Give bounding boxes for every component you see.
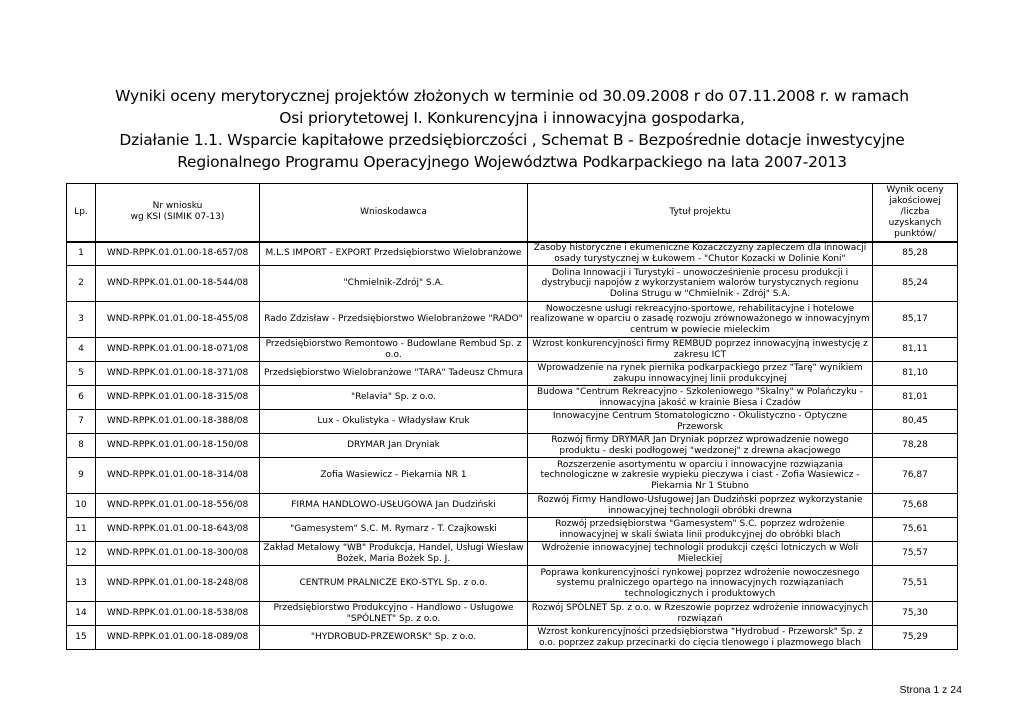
cell-application-number: WND-RPPK.01.01.00-18-089/08 [96,626,260,650]
cell-project-title: Rozwój firmy DRYMAR Jan Dryniak poprzez wprowadzenie nowego produktu - deski podłogowej "wedzonej" z drewna akacjowego [528,434,873,458]
cell-project-title: Wdrożenie innowacyjnej technologii produkcji części lotniczych w Woli Mieleckiej [528,542,873,566]
cell-project-title: Wzrost konkurencyjności firmy REMBUD poprzez innowacyjną inwestycję z zakresu ICT [528,338,873,362]
cell-lp: 3 [67,302,96,338]
page-number: Strona 1 z 24 [899,684,962,696]
cell-score: 85,17 [873,302,958,338]
cell-application-number: WND-RPPK.01.01.00-18-071/08 [96,338,260,362]
header-lp: Lp. [67,184,96,242]
cell-project-title: Budowa "Centrum Rekreacyjno - Szkoleniowego "Skalny" w Polańczyku - innowacyjna jakość w krainie Biesa i Czadów [528,386,873,410]
cell-lp: 6 [67,386,96,410]
cell-score: 81,01 [873,386,958,410]
cell-score: 75,30 [873,602,958,626]
heading-line-4: Regionalnego Programu Operacyjnego Województwa Podkarpackiego na lata 2007-2013 [177,153,847,171]
cell-project-title: Zasoby historyczne i ekumeniczne Kozaczczyzny zapleczem dla innowacji osady turystycznej w Łukowem - "Chutor Kozacki w Dolinie Koni" [528,242,873,266]
cell-application-number: WND-RPPK.01.01.00-18-371/08 [96,362,260,386]
cell-project-title: Rozwój SPÓLNET Sp. z o.o. w Rzeszowie poprzez wdrożenie innowacyjnych rozwiązań [528,602,873,626]
cell-application-number: WND-RPPK.01.01.00-18-314/08 [96,458,260,494]
header-score-line-2: jakościowej [889,195,941,206]
cell-applicant: "Chmielnik-Zdrój" S.A. [260,266,528,302]
cell-project-title: Wprowadzenie na rynek piernika podkarpackiego przez "Tarę" wynikiem zakupu innowacyjnej linii produkcyjnej [528,362,873,386]
table-row [67,266,958,302]
cell-application-number: WND-RPPK.01.01.00-18-556/08 [96,494,260,518]
cell-application-number: WND-RPPK.01.01.00-18-248/08 [96,566,260,602]
cell-lp: 1 [67,242,96,266]
cell-lp: 15 [67,626,96,650]
table-row [67,494,958,518]
cell-project-title: Poprawa konkurencyjności rynkowej poprzez wdrożenie nowoczesnego systemu pralniczego opartego na innowacyjnych rozwiązaniach technologicznych i produktowych [528,566,873,602]
table-row [67,362,958,386]
cell-applicant: CENTRUM PRALNICZE EKO-STYL Sp. z o.o. [260,566,528,602]
cell-score: 76,87 [873,458,958,494]
header-score-line-4: punktów/ [894,228,936,239]
heading-line-1: Wyniki oceny merytorycznej projektów złożonych w terminie od 30.09.2008 r do 07.11.2008 r. w ramach [115,87,909,105]
heading-line-2: Osi priorytetowej I. Konkurencyjna i innowacyjna gospodarka, [279,109,745,127]
cell-applicant: M.L.S IMPORT - EXPORT Przedsiębiorstwo Wielobranżowe [260,242,528,266]
cell-score: 81,11 [873,338,958,362]
header-nr-line-1: Nr wniosku [152,201,203,212]
table-row [67,542,958,566]
cell-applicant: "HYDROBUD-PRZEWORSK" Sp. z o.o. [260,626,528,650]
cell-applicant: Rado Zdzisław - Przedsiębiorstwo Wielobranżowe "RADO" [260,302,528,338]
cell-applicant: Zofia Wasiewicz - Piekarnia NR 1 [260,458,528,494]
cell-score: 75,57 [873,542,958,566]
header-nr-line-2: wg KSI (SIMIK 07-13) [130,212,225,223]
table-row [67,386,958,410]
table-row [67,566,958,602]
table-header-row [67,184,958,242]
cell-applicant: Zakład Metalowy "WB" Produkcja, Handel, Usługi Wiesław Bożek, Maria Bożek Sp. J. [260,542,528,566]
header-score-line-1: Wynik oceny [886,184,944,195]
cell-application-number: WND-RPPK.01.01.00-18-300/08 [96,542,260,566]
cell-lp: 12 [67,542,96,566]
table-row [67,434,958,458]
cell-score: 78,28 [873,434,958,458]
table-row [67,518,958,542]
cell-application-number: WND-RPPK.01.01.00-18-315/08 [96,386,260,410]
cell-score: 75,29 [873,626,958,650]
cell-project-title: Wzrost konkurencyjności przedsiębiorstwa "Hydrobud - Przeworsk" Sp. z o.o. poprzez zakup przecinarki do cięcia tlenowego i plazmowego blach [528,626,873,650]
cell-score: 81,10 [873,362,958,386]
cell-project-title: Rozszerzenie asortymentu w oparciu i innowacyjne rozwiązania technologiczne w zakresie wypieku pieczywa i ciast - Zofia Wasiewicz - Piekarnia Nr 1 Stubno [528,458,873,494]
cell-application-number: WND-RPPK.01.01.00-18-455/08 [96,302,260,338]
cell-score: 85,24 [873,266,958,302]
cell-applicant: FIRMA HANDLOWO-USŁUGOWA Jan Dudziński [260,494,528,518]
cell-application-number: WND-RPPK.01.01.00-18-388/08 [96,410,260,434]
document-heading [0,85,1024,173]
cell-project-title: Rozwój Firmy Handlowo-Usługowej Jan Dudziński poprzez wykorzystanie innowacyjnej technologii obróbki drewna [528,494,873,518]
cell-lp: 5 [67,362,96,386]
cell-lp: 9 [67,458,96,494]
cell-lp: 11 [67,518,96,542]
table-row [67,626,958,650]
table-row [67,302,958,338]
heading-line-3: Działanie 1.1. Wsparcie kapitałowe przedsiębiorczości , Schemat B - Bezpośrednie dotacje inwestycyjne [119,131,905,149]
cell-lp: 4 [67,338,96,362]
cell-application-number: WND-RPPK.01.01.00-18-538/08 [96,602,260,626]
cell-applicant: Przedsiębiorstwo Produkcyjno - Handlowo - Usługowe "SPÓLNET" Sp. z o.o. [260,602,528,626]
cell-lp: 8 [67,434,96,458]
cell-score: 75,61 [873,518,958,542]
cell-application-number: WND-RPPK.01.01.00-18-544/08 [96,266,260,302]
cell-lp: 10 [67,494,96,518]
cell-project-title: Innowacyjne Centrum Stomatologiczno - Okulistyczno - Optyczne Przeworsk [528,410,873,434]
cell-project-title: Nowoczesne usługi rekreacyjno-sportowe, rehabilitacyjne i hotelowe realizowane w oparciu o zasadę rozwoju zrównoważonego w innowacyjnym centrum w powiecie mieleckim [528,302,873,338]
cell-applicant: "Gamesystem" S.C. M. Rymarz - T. Czajkowski [260,518,528,542]
header-project-title: Tytuł projektu [528,184,873,242]
cell-lp: 7 [67,410,96,434]
header-applicant: Wnioskodawca [260,184,528,242]
header-score [873,184,958,242]
cell-project-title: Rozwój przedsiębiorstwa "Gamesystem" S.C. poprzez wdrożenie innowacyjnej w skali świata linii produkcyjnej do obróbki blach [528,518,873,542]
cell-lp: 2 [67,266,96,302]
cell-score: 75,51 [873,566,958,602]
table-row [67,242,958,266]
cell-applicant: "Relavia" Sp. z o.o. [260,386,528,410]
results-table [66,183,958,650]
table-row [67,410,958,434]
cell-lp: 13 [67,566,96,602]
cell-applicant: Lux - Okulistyka - Władysław Kruk [260,410,528,434]
table-row [67,458,958,494]
cell-application-number: WND-RPPK.01.01.00-18-150/08 [96,434,260,458]
cell-application-number: WND-RPPK.01.01.00-18-657/08 [96,242,260,266]
cell-lp: 14 [67,602,96,626]
cell-score: 80,45 [873,410,958,434]
table-row [67,338,958,362]
header-application-number [96,184,260,242]
cell-applicant: Przedsiębiorstwo Wielobranżowe "TARA" Tadeusz Chmura [260,362,528,386]
header-score-line-3: /liczba uzyskanych [888,206,942,228]
table-row [67,602,958,626]
cell-score: 85,28 [873,242,958,266]
cell-applicant: Przedsiębiorstwo Remontowo - Budowlane Rembud Sp. z o.o. [260,338,528,362]
cell-application-number: WND-RPPK.01.01.00-18-643/08 [96,518,260,542]
cell-project-title: Dolina Innowacji i Turystyki - unowocześnienie procesu produkcji i dystrybucji napojów z wykorzystaniem walorów turystycznych regionu Dolina Strugu w "Chmielnik - Zdrój" S.A. [528,266,873,302]
cell-applicant: DRYMAR Jan Dryniak [260,434,528,458]
cell-score: 75,68 [873,494,958,518]
